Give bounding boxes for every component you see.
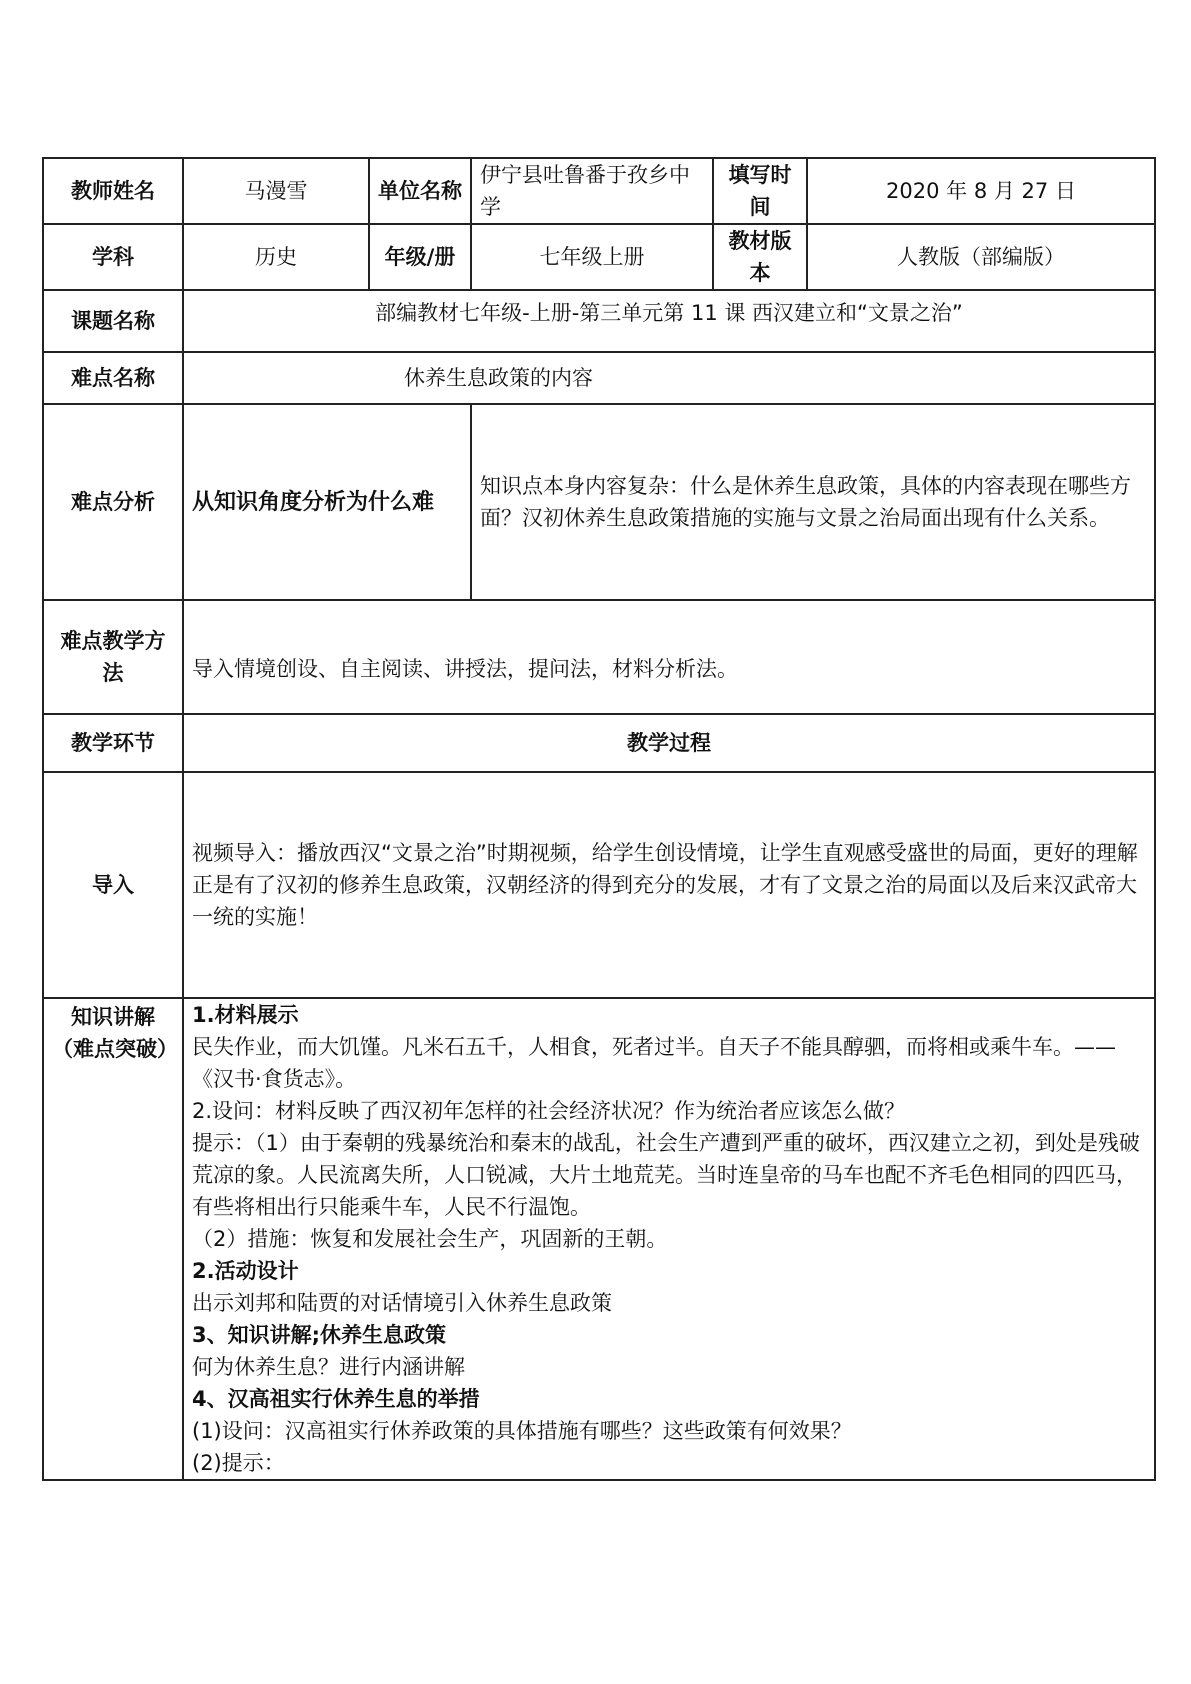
subject-label: 学科 xyxy=(43,224,183,290)
intro-row xyxy=(43,772,1155,998)
teacher-name-label: 教师姓名 xyxy=(43,158,183,224)
knowledge-line: 3、知识讲解;休养生息政策 xyxy=(192,1323,447,1347)
subject-row xyxy=(43,224,1155,290)
analysis-label: 难点分析 xyxy=(43,404,183,600)
topic-row xyxy=(43,290,1155,352)
knowledge-line: 出示刘邦和陆贾的对话情境引入休养生息政策 xyxy=(192,1291,612,1315)
grade-value: 七年级上册 xyxy=(471,224,713,290)
knowledge-line: 何为休养生息？进行内涵讲解 xyxy=(192,1355,465,1379)
process-step-label: 教学环节 xyxy=(43,714,183,772)
analysis-row xyxy=(43,404,1155,600)
knowledge-line: 民失作业，而大饥馑。凡米石五千，人相食，死者过半。自天子不能具醇驷，而将相或乘牛车。——《汉书·食货志》。 xyxy=(192,1035,1116,1091)
knowledge-label: 知识讲解（难点突破） xyxy=(43,998,183,1480)
process-header-row xyxy=(43,714,1155,772)
knowledge-line: 1.材料展示 xyxy=(192,1003,299,1027)
knowledge-content xyxy=(183,998,1155,1480)
intro-label: 导入 xyxy=(43,772,183,998)
knowledge-line: 提示：（1）由于秦朝的残暴统治和秦末的战乱，社会生产遭到严重的破坏，西汉建立之初，到处是残破荒凉的象。人民流离失所，人口锐减，大片土地荒芜。当时连皇帝的马车也配不齐毛色相同的四匹马，有些将相出行只能乘牛车，人民不行温饱。 xyxy=(192,1131,1140,1219)
knowledge-row xyxy=(43,998,1155,1480)
method-label: 难点教学方法 xyxy=(43,600,183,714)
grade-label: 年级/册 xyxy=(369,224,471,290)
teacher-name-value: 马漫雪 xyxy=(183,158,369,224)
teacher-row xyxy=(43,158,1155,224)
analysis-sub-label: 从知识角度分析为什么难 xyxy=(183,404,471,600)
difficulty-label: 难点名称 xyxy=(43,352,183,404)
analysis-value: 知识点本身内容复杂：什么是休养生息政策，具体的内容表现在哪些方面？汉初休养生息政策措施的实施与文景之治局面出现有什么关系。 xyxy=(471,404,1155,600)
textbook-label: 教材版本 xyxy=(713,224,807,290)
unit-name-label: 单位名称 xyxy=(369,158,471,224)
knowledge-line: 4、汉高祖实行休养生息的举措 xyxy=(192,1387,480,1411)
subject-value: 历史 xyxy=(183,224,369,290)
difficulty-value: 休养生息政策的内容 xyxy=(183,352,1155,404)
process-label: 教学过程 xyxy=(183,714,1155,772)
knowledge-line: 2.设问：材料反映了西汉初年怎样的社会经济状况？作为统治者应该怎么做？ xyxy=(192,1099,906,1123)
fill-date-value: 2020 年 8 月 27 日 xyxy=(807,158,1155,224)
fill-date-label: 填写时间 xyxy=(713,158,807,224)
intro-value: 视频导入：播放西汉“文景之治”时期视频，给学生创设情境，让学生直观感受盛世的局面，更好的理解正是有了汉初的修养生息政策，汉朝经济的得到充分的发展，才有了文景之治的局面以及后来汉武帝大一统的实施！ xyxy=(183,772,1155,998)
unit-name-value: 伊宁县吐鲁番于孜乡中学 xyxy=(471,158,713,224)
knowledge-line: (2)提示： xyxy=(192,1451,285,1475)
knowledge-line: 2.活动设计 xyxy=(192,1259,299,1283)
textbook-value: 人教版（部编版） xyxy=(807,224,1155,290)
lesson-plan-table xyxy=(42,157,1156,1481)
knowledge-line: (1)设问：汉高祖实行休养政策的具体措施有哪些？这些政策有何效果？ xyxy=(192,1419,852,1443)
method-row xyxy=(43,600,1155,714)
topic-label: 课题名称 xyxy=(43,290,183,352)
difficulty-row xyxy=(43,352,1155,404)
method-value: 导入情境创设、自主阅读、讲授法，提问法，材料分析法。 xyxy=(183,600,1155,714)
topic-value: 部编教材七年级-上册-第三单元第 11 课 西汉建立和“文景之治” xyxy=(183,290,1155,352)
knowledge-line: （2）措施：恢复和发展社会生产，巩固新的王朝。 xyxy=(192,1227,668,1251)
